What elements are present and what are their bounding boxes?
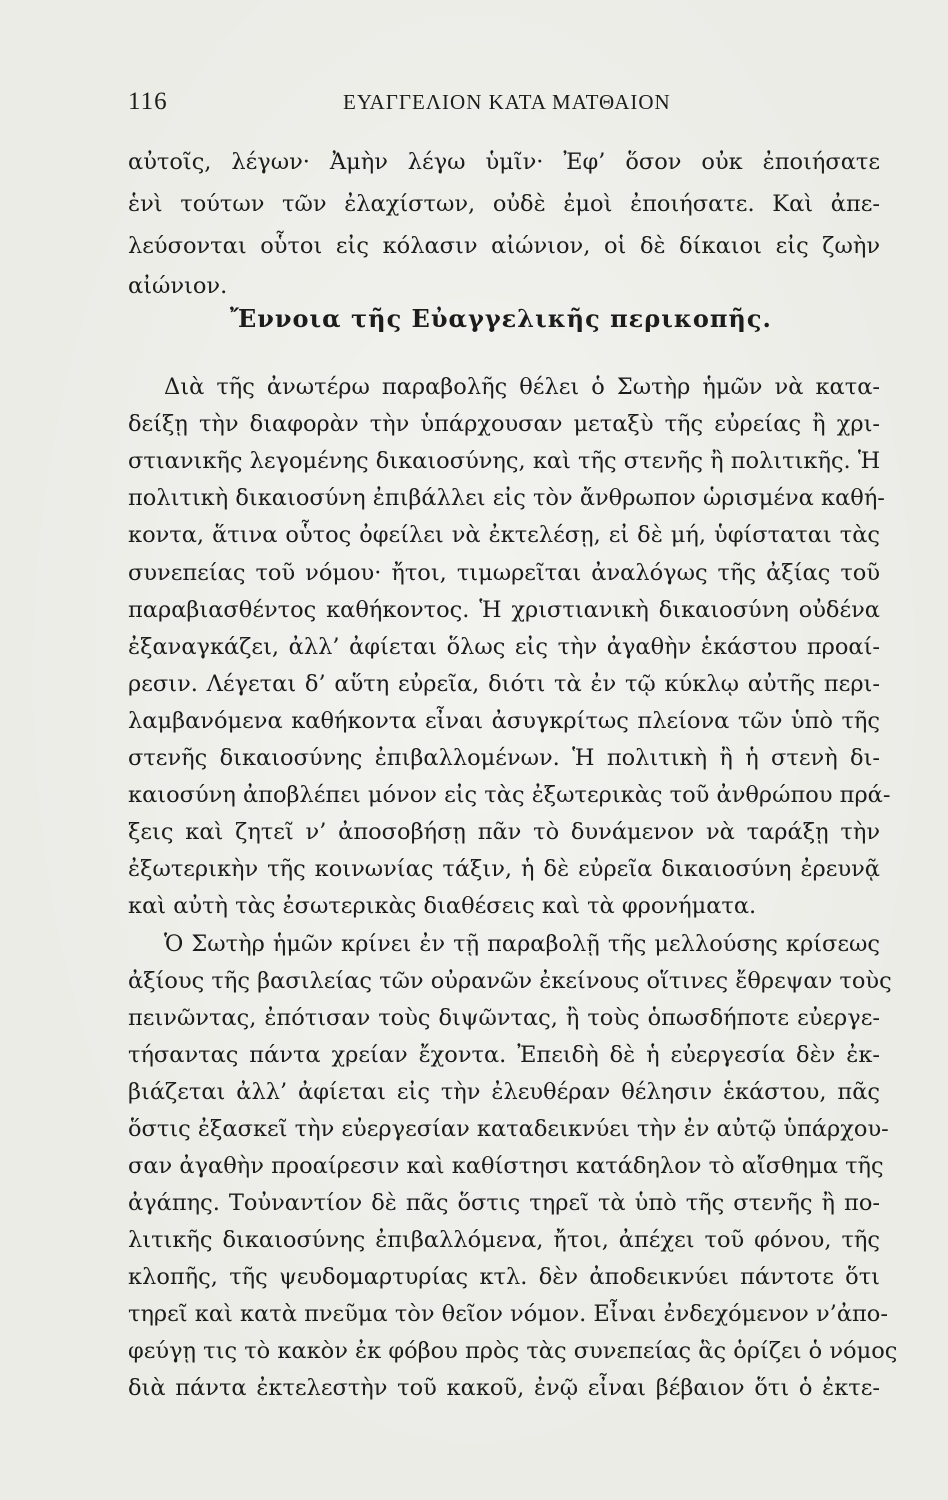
text-line: πολιτικὴ δικαιοσύνη ἐπιβάλλει εἰς τὸν ἄνθρωπον ὡρισμένα καθή- [128, 485, 885, 511]
section-heading: Ἔννοια τῆς Εὐαγγελικῆς περικοπῆς. [230, 304, 772, 333]
text-line: σαν ἀγαθὴν προαίρεσιν καὶ καθίστησι κατάδηλον τὸ αἴσθημα τῆς [128, 1153, 884, 1179]
text-line: βιάζεται ἀλλ’ ἀφίεται εἰς τὴν ἐλευθέραν θέλησιν ἑκάστου, πᾶς [128, 1079, 880, 1105]
text-line: πεινῶντας, ἐπότισαν τοὺς διψῶντας, ἢ τοὺς ὁπωσδήποτε εὐεργε- [128, 1005, 880, 1031]
text-line: λεύσονται οὗτοι εἰς κόλασιν αἰώνιον, οἱ δὲ δίκαιοι εἰς ζωὴν [128, 233, 880, 259]
text-line: ἀξίους τῆς βασιλείας τῶν οὐρανῶν ἐκείνους οἵτινες ἔθρεψαν τοὺς [128, 968, 892, 994]
running-title: ΕΥΑΓΓΕΛΙΟΝ ΚΑΤΑ ΜΑΤΘΑΙΟΝ [343, 90, 671, 114]
page-header [128, 88, 833, 122]
text-line: τήσαντας πάντα χρείαν ἔχοντα. Ἐπειδὴ δὲ ἡ εὐεργεσία δὲν ἐκ- [128, 1042, 880, 1068]
text-line: Διὰ τῆς ἀνωτέρω παραβολῆς θέλει ὁ Σωτὴρ ἡμῶν νὰ κατα- [164, 374, 880, 400]
text-line: στιανικῆς λεγομένης δικαιοσύνης, καὶ τῆς στενῆς ἢ πολιτικῆς. Ἡ [128, 448, 881, 474]
text-line: στενῆς δικαιοσύνης ἐπιβαλλομένων. Ἡ πολιτικὴ ἢ ἡ στενὴ δι- [128, 745, 880, 771]
text-line: φεύγῃ τις τὸ κακὸν ἐκ φόβου πρὸς τὰς συνεπείας ἃς ὁρίζει ὁ νόμος [128, 1338, 898, 1364]
text-line: παραβιασθέντος καθήκοντος. Ἡ χριστιανικὴ δικαιοσύνη οὐδένα [128, 597, 880, 623]
text-line: λαμβανόμενα καθήκοντα εἶναι ἀσυγκρίτως πλείονα τῶν ὑπὸ τῆς [128, 708, 880, 734]
text-line: διὰ πάντα ἐκτελεστὴν τοῦ κακοῦ, ἐνῷ εἶναι βέβαιον ὅτι ὁ ἐκτε- [128, 1375, 880, 1401]
text-line: καὶ αὐτὴ τὰς ἐσωτερικὰς διαθέσεις καὶ τὰ φρονήματα. [128, 893, 757, 919]
text-line: Ὁ Σωτὴρ ἡμῶν κρίνει ἐν τῇ παραβολῇ τῆς μελλούσης κρίσεως [164, 931, 880, 957]
text-line: τηρεῖ καὶ κατὰ πνεῦμα τὸν θεῖον νόμον. Εἶναι ἐνδεχόμενον ν’ἀπο- [128, 1301, 888, 1327]
text-line: ἑνὶ τούτων τῶν ἐλαχίστων, οὐδὲ ἐμοὶ ἐποιήσατε. Καὶ ἀπε- [128, 191, 880, 217]
text-line: ξεις καὶ ζητεῖ ν’ ἀποσοβήσῃ πᾶν τὸ δυνάμενον νὰ ταράξῃ τὴν [128, 819, 880, 845]
text-line: ἐξαναγκάζει, ἀλλ’ ἀφίεται ὅλως εἰς τὴν ἀγαθὴν ἑκάστου προαί- [128, 634, 880, 660]
text-line: καιοσύνη ἀποβλέπει μόνον εἰς τὰς ἐξωτερικὰς τοῦ ἀνθρώπου πρά- [128, 782, 891, 808]
text-line: δείξῃ τὴν διαφορὰν τὴν ὑπάρχουσαν μεταξὺ τῆς εὐρείας ἢ χρι- [128, 411, 880, 437]
text-line: ὅστις ἐξασκεῖ τὴν εὐεργεσίαν καταδεικνύει τὴν ἐν αὐτῷ ὑπάρχου- [128, 1116, 889, 1142]
text-line: ρεσιν. Λέγεται δ’ αὕτη εὐρεῖα, διότι τὰ ἐν τῷ κύκλῳ αὐτῆς περι- [128, 671, 880, 697]
text-line: αἰώνιον. [128, 273, 228, 299]
text-line: συνεπείας τοῦ νόμου· ἤτοι, τιμωρεῖται ἀναλόγως τῆς ἀξίας τοῦ [128, 560, 880, 586]
text-line: ἀγάπης. Τοὐναντίον δὲ πᾶς ὅστις τηρεῖ τὰ ὑπὸ τῆς στενῆς ἢ πο- [128, 1190, 880, 1216]
text-line: λιτικῆς δικαιοσύνης ἐπιβαλλόμενα, ἤτοι, ἀπέχει τοῦ φόνου, τῆς [128, 1227, 880, 1253]
text-line: αὐτοῖς, λέγων· Ἀμὴν λέγω ὑμῖν· Ἐφ’ ὅσον οὐκ ἐποιήσατε [128, 149, 880, 175]
text-line: κοντα, ἅτινα οὗτος ὀφείλει νὰ ἐκτελέσῃ, εἰ δὲ μή, ὑφίσταται τὰς [128, 522, 880, 548]
text-line: ἐξωτερικὴν τῆς κοινωνίας τάξιν, ἡ δὲ εὐρεῖα δικαιοσύνη ἐρευνᾷ [128, 856, 880, 882]
text-line: κλοπῆς, τῆς ψευδομαρτυρίας κτλ. δὲν ἀποδεικνύει πάντοτε ὅτι [128, 1264, 880, 1290]
page-number: 116 [128, 88, 168, 115]
